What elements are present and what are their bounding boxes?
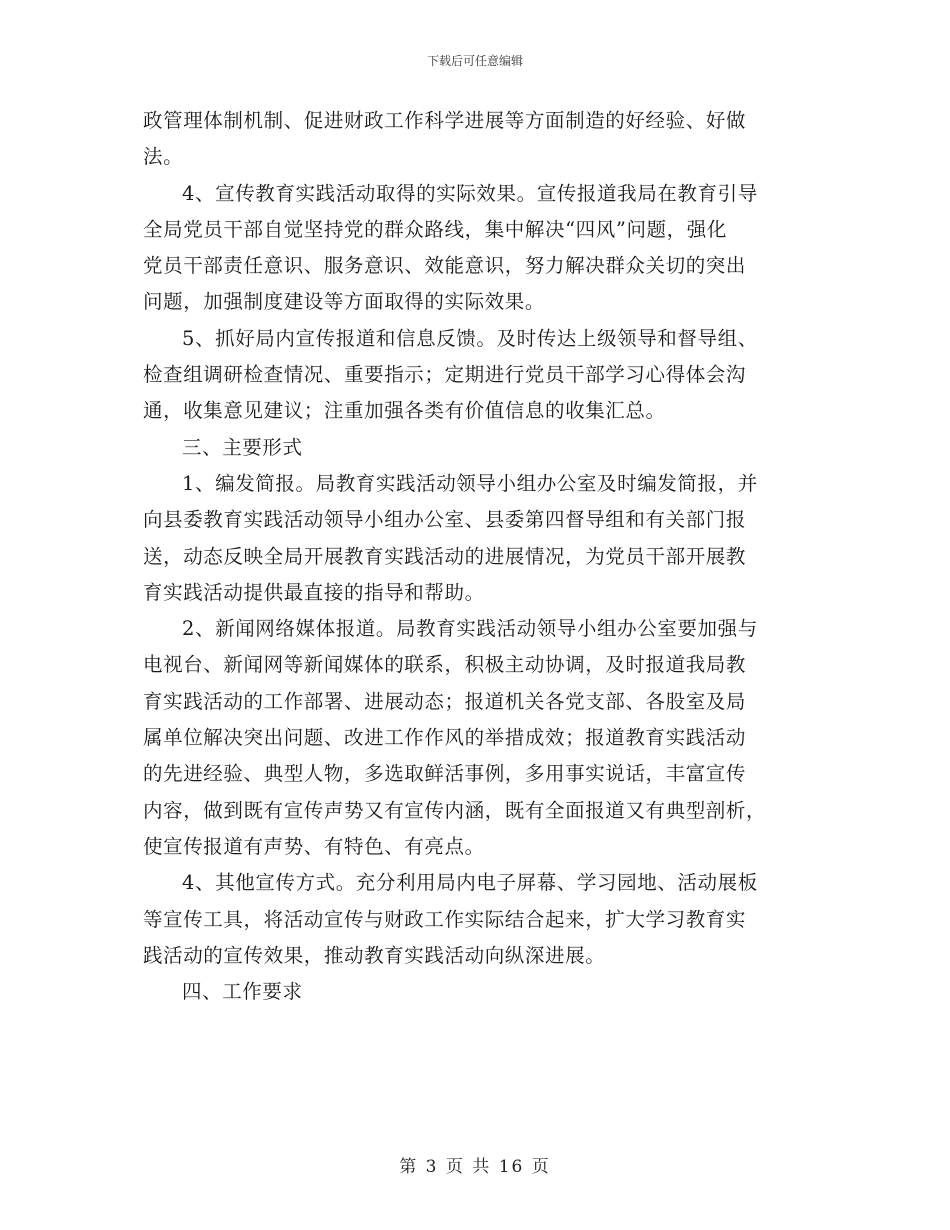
section-heading [143,430,808,466]
text-line: 通，收集意见建议；注重加强各类有价值信息的收集汇总。 [143,399,666,423]
text-line: 电视台、新闻网等新闻媒体的联系，积极主动协调，及时报道我局教 [143,653,747,677]
page-header-note: 下载后可任意编辑 [426,54,523,68]
text-line: 全局党员干部自觉坚持党的群众路线，集中解决“四风”问题，强化 [143,217,727,241]
paragraph [143,611,808,865]
text-line: 问题，加强制度建设等方面取得的实际效果。 [143,290,546,314]
text-line: 的先进经验、典型人物，多选取鲜活事例，多用事实说话，丰富宣传 [143,762,747,786]
text-line: 践活动的宣传效果，推动教育实践活动向纵深进展。 [143,943,606,967]
text-line: 使宣传报道有声势、有特色、有亮点。 [143,834,485,858]
text-line: 4、宣传教育实践活动取得的实际效果。宣传报道我局在教育引导 [182,181,758,205]
text-line: 四、工作要求 [182,980,303,1004]
section-heading [143,974,808,1010]
paragraph [143,176,808,321]
page-number-footer: 第 3 页 共 16 页 [399,1157,551,1177]
text-line: 4、其他宣传方式。充分利用局内电子屏幕、学习园地、活动展板 [182,871,758,895]
text-line: 三、主要形式 [182,435,303,459]
text-line: 政管理体制机制、促进财政工作科学进展等方面制造的好经验、好做 [143,109,747,132]
text-line: 5、抓好局内宣传报道和信息反馈。及时传达上级领导和督导组、 [182,326,758,350]
text-line: 1、编发简报。局教育实践活动领导小组办公室及时编发简报，并 [182,471,758,495]
text-line: 2、新闻网络媒体报道。局教育实践活动领导小组办公室要加强与 [182,617,758,641]
paragraph [143,865,808,974]
document-body [143,103,808,1010]
text-line: 内容，做到既有宣传声势又有宣传内涵，既有全面报道又有典型剖析， [143,798,767,822]
text-line: 育实践活动提供最直接的指导和帮助。 [143,580,485,604]
text-line: 法。 [143,145,184,169]
text-line: 向县委教育实践活动领导小组办公室、县委第四督导组和有关部门报 [143,508,747,532]
paragraph [143,466,808,611]
paragraph [143,103,808,176]
text-line: 党员干部责任意识、服务意识、效能意识，努力解决群众关切的突出 [143,254,747,278]
text-line: 检查组调研检查情况、重要指示；定期进行党员干部学习心得体会沟 [143,363,747,387]
text-line: 送，动态反映全局开展教育实践活动的进展情况，为党员干部开展教 [143,544,747,568]
paragraph [143,321,808,430]
text-line: 等宣传工具，将活动宣传与财政工作实际结合起来，扩大学习教育实 [143,907,747,931]
text-line: 属单位解决突出问题、改进工作作风的举措成效；报道教育实践活动 [143,726,747,750]
text-line: 育实践活动的工作部署、进展动态；报道机关各党支部、各股室及局 [143,689,747,713]
